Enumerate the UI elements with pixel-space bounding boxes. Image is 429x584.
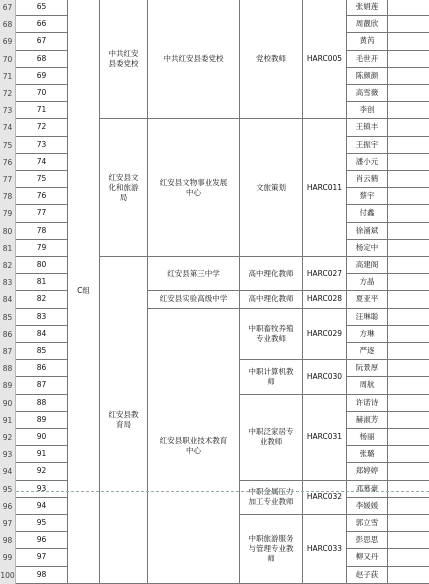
row-header[interactable]: 74 (0, 119, 16, 136)
name-cell[interactable]: 黄芮 (347, 33, 388, 50)
position-code-cell[interactable]: HARC005 (303, 0, 347, 119)
position-cell[interactable]: 中职畜牧养殖 专业教师 (240, 309, 303, 361)
seq-number-cell[interactable]: 95 (16, 515, 68, 532)
seq-number-cell[interactable]: 88 (16, 395, 68, 412)
row-header[interactable]: 82 (0, 257, 16, 274)
name-cell[interactable]: 陈颜颜 (347, 68, 388, 85)
row-header[interactable]: 81 (0, 240, 16, 257)
empty-cell[interactable] (388, 567, 429, 584)
empty-cell[interactable] (388, 429, 429, 446)
unit-cell[interactable]: 中共红安县委党校 (148, 0, 240, 119)
name-cell[interactable]: 高雪薇 (347, 85, 388, 102)
position-code-cell[interactable]: HARC032 (303, 481, 347, 515)
row-header[interactable]: 93 (0, 446, 16, 463)
position-cell[interactable]: 高中理化教师 (240, 291, 303, 308)
position-cell[interactable]: 文旅策划 (240, 119, 303, 257)
name-cell[interactable]: 汪琳聪 (347, 309, 388, 326)
row-header[interactable]: 91 (0, 412, 16, 429)
unit-cell[interactable]: 红安县职业技术教育 中心 (148, 309, 240, 584)
empty-cell[interactable] (388, 137, 429, 154)
position-code-cell[interactable]: HARC033 (303, 515, 347, 584)
empty-cell[interactable] (388, 102, 429, 119)
seq-number-cell[interactable]: 76 (16, 188, 68, 205)
seq-number-cell[interactable]: 98 (16, 567, 68, 584)
seq-number-cell[interactable]: 94 (16, 498, 68, 515)
row-header[interactable]: 92 (0, 429, 16, 446)
seq-number-cell[interactable]: 68 (16, 51, 68, 68)
row-header[interactable]: 87 (0, 343, 16, 360)
page-break-line (16, 491, 429, 492)
seq-number-cell[interactable]: 93 (16, 481, 68, 498)
row-header[interactable]: 100 (0, 567, 16, 584)
unit-cell[interactable]: 红安县第三中学 (148, 257, 240, 291)
row-header[interactable]: 95 (0, 481, 16, 498)
seq-number-cell[interactable]: 75 (16, 171, 68, 188)
name-cell[interactable]: 蔡宇 (347, 188, 388, 205)
row-header[interactable]: 72 (0, 85, 16, 102)
seq-number-cell[interactable]: 92 (16, 463, 68, 480)
group-cell[interactable]: C组 (68, 0, 100, 584)
name-cell[interactable]: 王镇丰 (347, 119, 388, 136)
seq-number-cell[interactable]: 82 (16, 291, 68, 308)
row-header[interactable]: 75 (0, 137, 16, 154)
seq-number-cell[interactable]: 85 (16, 343, 68, 360)
name-cell[interactable]: 李创 (347, 102, 388, 119)
seq-number-cell[interactable]: 77 (16, 205, 68, 222)
seq-number-cell[interactable]: 65 (16, 0, 68, 16)
row-header[interactable]: 76 (0, 154, 16, 171)
seq-number-cell[interactable]: 69 (16, 68, 68, 85)
position-code-cell[interactable]: HARC031 (303, 395, 347, 481)
position-cell[interactable]: 中职旅游服务 与管理专业教 师 (240, 515, 303, 584)
name-cell[interactable]: 夏亚平 (347, 291, 388, 308)
name-cell[interactable]: 李媛媛 (347, 498, 388, 515)
empty-cell[interactable] (388, 16, 429, 33)
department-cell[interactable]: 红安县文 化和旅游 局 (100, 119, 148, 257)
position-cell[interactable]: 高中理化教师 (240, 257, 303, 291)
empty-cell[interactable] (388, 532, 429, 549)
seq-number-cell[interactable]: 71 (16, 102, 68, 119)
seq-number-cell[interactable]: 84 (16, 326, 68, 343)
name-cell[interactable]: 邓慕豪 (347, 481, 388, 498)
name-cell[interactable]: 张娟莲 (347, 0, 388, 16)
empty-cell[interactable] (388, 154, 429, 171)
name-cell[interactable]: 严逐 (347, 343, 388, 360)
empty-cell[interactable] (388, 481, 429, 498)
row-header[interactable]: 67 (0, 0, 16, 16)
empty-cell[interactable] (388, 515, 429, 532)
empty-cell[interactable] (388, 51, 429, 68)
name-cell[interactable]: 杨定中 (347, 240, 388, 257)
seq-number-cell[interactable]: 97 (16, 549, 68, 566)
name-cell[interactable]: 张璐 (347, 446, 388, 463)
empty-cell[interactable] (388, 274, 429, 291)
empty-cell[interactable] (388, 498, 429, 515)
seq-number-cell[interactable]: 66 (16, 16, 68, 33)
empty-cell[interactable] (388, 33, 429, 50)
row-header[interactable]: 86 (0, 326, 16, 343)
empty-cell[interactable] (388, 377, 429, 394)
name-cell[interactable]: 阮景厚 (347, 360, 388, 377)
seq-number-cell[interactable]: 78 (16, 223, 68, 240)
empty-cell[interactable] (388, 395, 429, 412)
empty-cell[interactable] (388, 291, 429, 308)
name-cell[interactable]: 方晶 (347, 274, 388, 291)
unit-cell[interactable]: 红安县文物事业发展 中心 (148, 119, 240, 257)
seq-number-cell[interactable]: 96 (16, 532, 68, 549)
name-cell[interactable]: 郑婷婷 (347, 463, 388, 480)
name-cell[interactable]: 高建阁 (347, 257, 388, 274)
empty-cell[interactable] (388, 446, 429, 463)
row-header[interactable]: 99 (0, 549, 16, 566)
empty-cell[interactable] (388, 188, 429, 205)
seq-number-cell[interactable]: 74 (16, 154, 68, 171)
name-cell[interactable]: 方琳 (347, 326, 388, 343)
name-cell[interactable]: 毛世开 (347, 51, 388, 68)
empty-cell[interactable] (388, 309, 429, 326)
name-cell[interactable]: 许诺诗 (347, 395, 388, 412)
row-header[interactable]: 78 (0, 188, 16, 205)
position-cell[interactable]: 中职计算机教 师 (240, 360, 303, 394)
row-header[interactable]: 84 (0, 291, 16, 308)
name-cell[interactable]: 赫淑芳 (347, 412, 388, 429)
empty-cell[interactable] (388, 85, 429, 102)
name-cell[interactable]: 徐涌斌 (347, 223, 388, 240)
seq-number-cell[interactable]: 87 (16, 377, 68, 394)
empty-cell[interactable] (388, 463, 429, 480)
row-header[interactable]: 68 (0, 16, 16, 33)
seq-number-cell[interactable]: 91 (16, 446, 68, 463)
seq-number-cell[interactable]: 80 (16, 257, 68, 274)
row-header[interactable]: 94 (0, 463, 16, 480)
row-header[interactable]: 98 (0, 532, 16, 549)
name-cell[interactable]: 潘小元 (347, 154, 388, 171)
empty-cell[interactable] (388, 119, 429, 136)
name-cell[interactable]: 彭思思 (347, 532, 388, 549)
row-header[interactable]: 85 (0, 309, 16, 326)
empty-cell[interactable] (388, 360, 429, 377)
department-cell[interactable]: 中共红安 县委党校 (100, 0, 148, 119)
name-cell[interactable]: 周航 (347, 377, 388, 394)
seq-number-cell[interactable]: 86 (16, 360, 68, 377)
empty-cell[interactable] (388, 171, 429, 188)
seq-number-cell[interactable]: 70 (16, 85, 68, 102)
name-cell[interactable]: 赵子荻 (347, 567, 388, 584)
row-header[interactable]: 77 (0, 171, 16, 188)
row-header[interactable]: 79 (0, 205, 16, 222)
position-code-cell[interactable]: HARC027 (303, 257, 347, 291)
department-cell[interactable]: 红安县教 育局 (100, 257, 148, 584)
empty-cell[interactable] (388, 257, 429, 274)
row-header[interactable]: 69 (0, 33, 16, 50)
empty-cell[interactable] (388, 223, 429, 240)
row-header[interactable]: 97 (0, 515, 16, 532)
name-cell[interactable]: 周靓欣 (347, 16, 388, 33)
position-code-cell[interactable]: HARC030 (303, 360, 347, 394)
position-code-cell[interactable]: HARC011 (303, 119, 347, 257)
empty-cell[interactable] (388, 240, 429, 257)
seq-number-cell[interactable]: 90 (16, 429, 68, 446)
seq-number-cell[interactable]: 72 (16, 119, 68, 136)
position-code-cell[interactable]: HARC028 (303, 291, 347, 308)
seq-number-cell[interactable]: 81 (16, 274, 68, 291)
seq-number-cell[interactable]: 89 (16, 412, 68, 429)
row-header[interactable]: 90 (0, 395, 16, 412)
empty-cell[interactable] (388, 0, 429, 16)
unit-cell[interactable]: 红安县实验高级中学 (148, 291, 240, 308)
empty-cell[interactable] (388, 549, 429, 566)
row-header[interactable]: 88 (0, 360, 16, 377)
empty-cell[interactable] (388, 343, 429, 360)
name-cell[interactable]: 王振宇 (347, 137, 388, 154)
name-cell[interactable]: 杨丽 (347, 429, 388, 446)
row-header[interactable]: 80 (0, 223, 16, 240)
seq-number-cell[interactable]: 73 (16, 137, 68, 154)
name-cell[interactable]: 柳又丹 (347, 549, 388, 566)
row-header[interactable]: 96 (0, 498, 16, 515)
empty-cell[interactable] (388, 68, 429, 85)
position-cell[interactable]: 党校教师 (240, 0, 303, 119)
seq-number-cell[interactable]: 79 (16, 240, 68, 257)
row-header[interactable]: 83 (0, 274, 16, 291)
row-header[interactable]: 70 (0, 51, 16, 68)
empty-cell[interactable] (388, 412, 429, 429)
row-header[interactable]: 71 (0, 68, 16, 85)
empty-cell[interactable] (388, 205, 429, 222)
position-code-cell[interactable]: HARC029 (303, 309, 347, 361)
name-cell[interactable]: 付鑫 (347, 205, 388, 222)
seq-number-cell[interactable]: 67 (16, 33, 68, 50)
position-cell[interactable]: 中职金属压力 加工专业教师 (240, 481, 303, 515)
row-header[interactable]: 73 (0, 102, 16, 119)
name-cell[interactable]: 肖云鹤 (347, 171, 388, 188)
empty-cell[interactable] (388, 326, 429, 343)
seq-number-cell[interactable]: 83 (16, 309, 68, 326)
position-cell[interactable]: 中职泛家居专 业教师 (240, 395, 303, 481)
row-header[interactable]: 89 (0, 377, 16, 394)
name-cell[interactable]: 郭立雪 (347, 515, 388, 532)
